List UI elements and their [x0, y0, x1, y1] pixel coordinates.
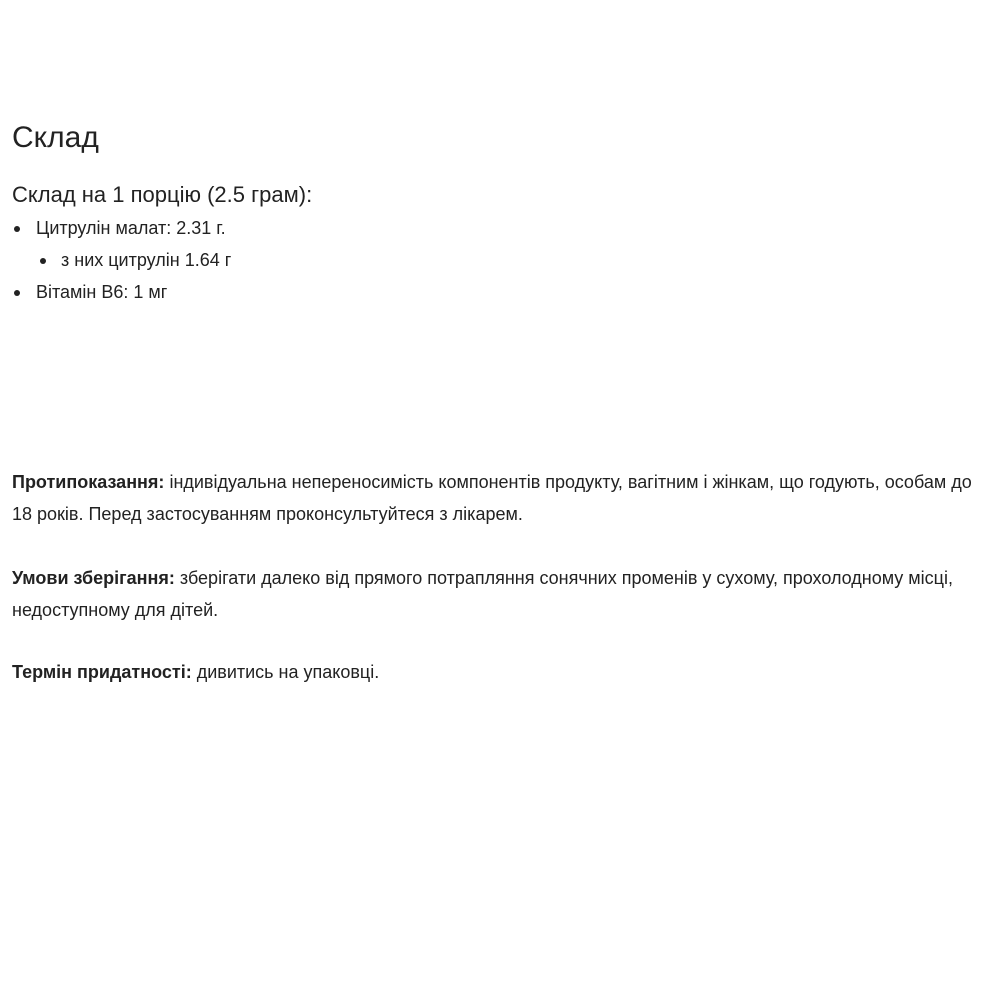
ingredient-citrulline-malate: Цитрулін малат: 2.31 г.	[36, 218, 226, 238]
list-item	[0, 276, 231, 308]
bullet-icon	[40, 258, 46, 264]
storage-label: Умови зберігання:	[12, 568, 175, 588]
shelf-life-text: дивитись на упаковці.	[191, 662, 380, 682]
shelf-life-paragraph	[12, 656, 982, 688]
list-item	[0, 244, 231, 276]
shelf-life-label: Термін придатності:	[12, 662, 192, 682]
composition-heading: Склад	[12, 121, 99, 154]
serving-size-text: Склад на 1 порцію (2.5 грам):	[12, 182, 313, 207]
ingredient-list	[0, 212, 231, 308]
ingredient-citrulline: з них цитрулін 1.64 г	[61, 250, 232, 270]
bullet-icon	[14, 290, 20, 296]
ingredient-vitamin-b6: Вітамін B6: 1 мг	[36, 282, 168, 302]
bullet-icon	[14, 226, 20, 232]
storage-paragraph	[12, 562, 982, 626]
contraindications-text: індивідуальна непереносимість компонентів продукту, вагітним і жінкам, що годують, особам до 18 років. Перед застосуванням проконсультуйтеся з лікарем.	[12, 472, 972, 524]
contraindications-paragraph	[12, 466, 982, 530]
contraindications-label: Протипоказання:	[12, 472, 165, 492]
list-item	[0, 212, 231, 244]
storage-text: зберігати далеко від прямого потрапляння сонячних променів у сухому, прохолодному місці, недоступному для дітей.	[12, 568, 953, 620]
